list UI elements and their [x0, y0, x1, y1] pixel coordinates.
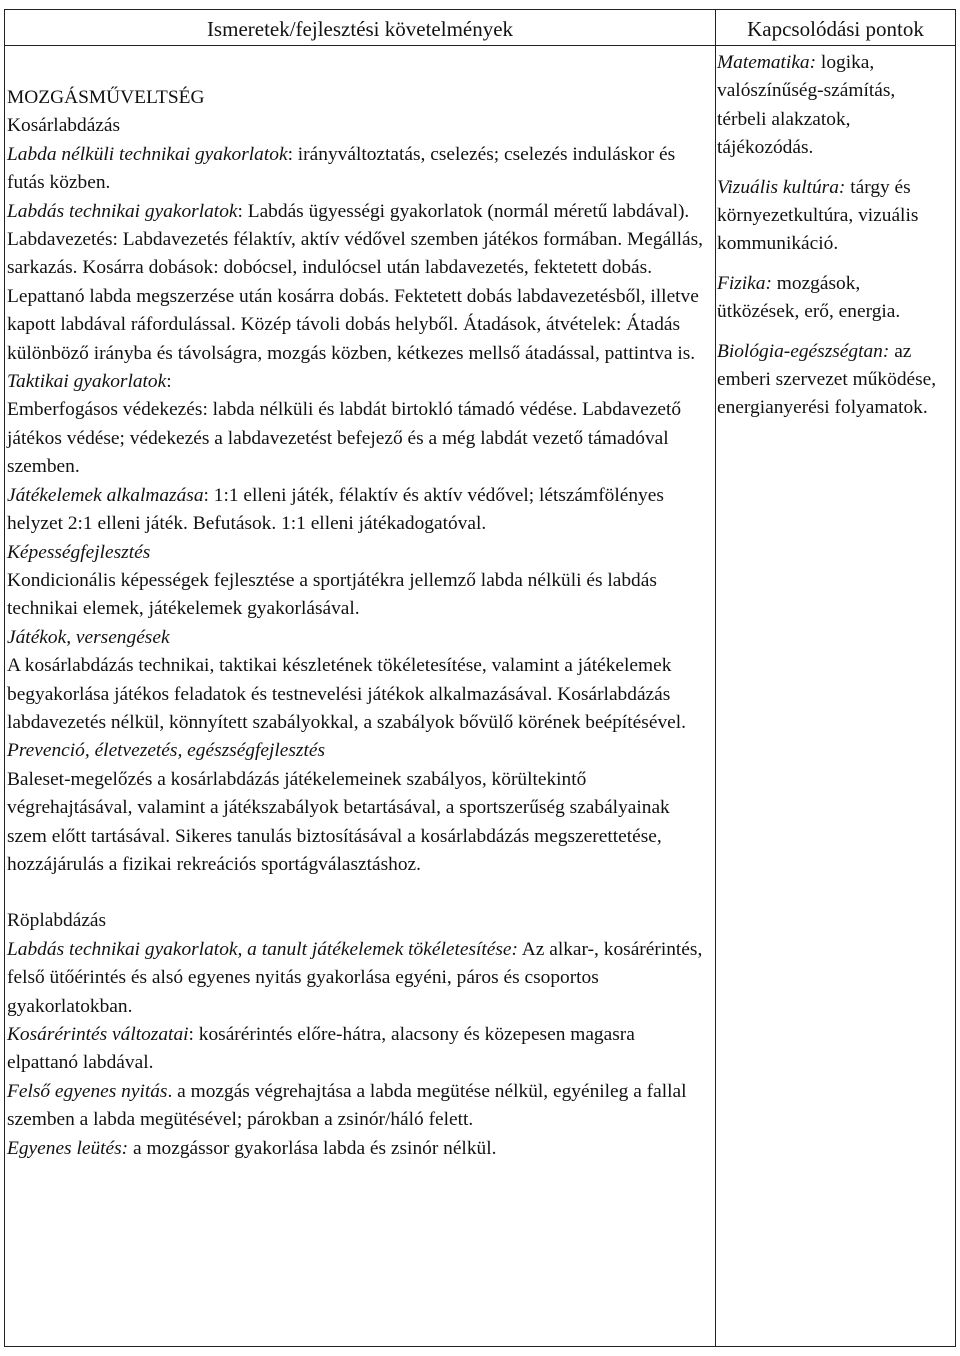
- paragraph: [7, 141, 705, 198]
- topic-text: : Labdás ügyességi gyakorlatok (normál méretű labdával). Labdavezetés: Labdavezetés félaktív, aktív védővel szemben játékos formában. Megállás, sarkazás. Kosárra dobások: dobócsel, indulócsel után labdavezetés, fektetett dobás. Lepattanó labda megszerzése után kosárra dobás. Fektetett dobás labdavezetésből, illetve kapott labdával ráfordulással. Közép távoli dobás helyből. Átadások, átvételek: Átadás különböző irányba és távolságra, mozgás közben, kétkezes mellső átadással, pattintva is.: [7, 200, 703, 364]
- connection-physics: [717, 270, 947, 327]
- subject-text: tárgy és környezetkultúra, vizuális kommunikáció.: [717, 176, 919, 255]
- topic-label: Kosárérintés változatai: [7, 1024, 189, 1045]
- topic-text: . a mozgás végrehajtása a labda megütése nélkül, egyénileg a fallal szemben a labda megütésével; párokban a zsinór/háló felett.: [7, 1080, 687, 1131]
- topic-text: Az alkar-, kosárérintés, felső ütőérintés és alsó egyenes nyitás gyakorlása egyéni, páros és csoportos gyakorlatokban.: [7, 938, 703, 1017]
- topic-text: :: [166, 371, 172, 393]
- paragraph: A kosárlabdázás technikai, taktikai készletének tökéletesítése, valamint a játékelemek begyakorlása játékos feladatok és testnevelési játékok alkalmazásával. Kosárlabdázás labdavezetés nélkül, könnyített szabályokkal, a szabályok bővülő körének beépítésével.: [7, 655, 686, 733]
- topic-heading: Prevenció, életvezetés, egészségfejlesztés: [7, 740, 326, 762]
- requirements-content: [7, 84, 705, 1163]
- paragraph: [7, 1021, 705, 1078]
- subject-label: Fizika:: [717, 272, 772, 294]
- column-divider: [715, 10, 716, 1346]
- paragraph: [7, 936, 705, 1021]
- paragraph: [7, 482, 705, 539]
- topic-label: Játékelemek alkalmazása: [7, 484, 204, 506]
- topic-heading: Játékok, versengések: [7, 626, 170, 648]
- spacer: [7, 879, 705, 907]
- paragraph: [7, 198, 705, 368]
- paragraph: Baleset-megelőzés a kosárlabdázás játékelemeinek szabályos, körültekintő végrehajtásával, valamint a játékszabályok betartásával, a sportszerűség szabályainak szem előtt tartásával. Sikeres tanulás biztosításával a kosárlabdázás megszerettetése, hozzájárulás a fizikai rekreációs sportágválasztáshoz.: [7, 768, 670, 875]
- topic-label: Labdás technikai gyakorlatok: [7, 200, 238, 222]
- header-divider: [5, 45, 955, 46]
- paragraph: Emberfogásos védekezés: labda nélküli és labdát birtokló támadó védése. Labdavezető játékos védése; védekezés a labdavezetést befejező és a még labdát vezető támadóval szemben.: [7, 399, 682, 478]
- topic-label: Taktikai gyakorlatok: [7, 371, 167, 393]
- topic-label: Egyenes leütés:: [7, 1137, 129, 1159]
- topic-label: Labdás technikai gyakorlatok, a tanult játékelemek tökéletesítése:: [7, 938, 518, 960]
- sport-basketball: Kosárlabdázás: [7, 115, 121, 137]
- section-title: MOZGÁSMŰVELTSÉG: [7, 87, 205, 108]
- subject-label: Vizuális kultúra:: [717, 176, 846, 198]
- paragraph: [7, 368, 705, 396]
- paragraph: Kondicionális képességek fejlesztése a sportjátékra jellemző labda nélküli és labdás technikai elemek, játékelemek gyakorlásával.: [7, 569, 657, 620]
- paragraph: [7, 1135, 705, 1163]
- topic-heading: Képességfejlesztés: [7, 541, 151, 563]
- connection-biology: [717, 338, 947, 423]
- topic-label: Felső egyenes nyitás: [7, 1080, 168, 1102]
- topic-text: : kosárérintés előre-hátra, alacsony és közepesen magasra elpattanó labdával.: [7, 1024, 635, 1074]
- topic-text: : irányváltoztatás, cselezés; cselezés induláskor és futás közben.: [7, 143, 676, 194]
- header-requirements: Ismeretek/fejlesztési követelmények: [206, 17, 514, 41]
- connection-math: [717, 49, 947, 163]
- subject-text: logika, valószínűség-számítás, térbeli alakzatok, tájékozódás.: [717, 52, 896, 159]
- sport-volleyball: Röplabdázás: [7, 910, 107, 932]
- topic-label: Labda nélküli technikai gyakorlatok: [7, 143, 288, 165]
- topic-text: : 1:1 elleni játék, félaktív és aktív védővel; létszámfölényes helyzet 2:1 elleni játék. Befutások. 1:1 elleni játékadogatóval.: [7, 484, 664, 535]
- connection-visual-culture: [717, 174, 947, 259]
- subject-label: Biológia-egészségtan:: [717, 340, 890, 362]
- subject-text: az emberi szervezet működése, energianyerési folyamatok.: [717, 340, 937, 419]
- subject-label: Matematika:: [717, 52, 817, 73]
- connections-content: [717, 49, 947, 434]
- header-connections: Kapcsolódási pontok: [747, 17, 924, 41]
- topic-text: a mozgássor gyakorlása labda és zsinór nélkül.: [128, 1137, 497, 1159]
- paragraph: [7, 1078, 705, 1135]
- subject-text: mozgások, ütközések, erő, energia.: [717, 272, 901, 323]
